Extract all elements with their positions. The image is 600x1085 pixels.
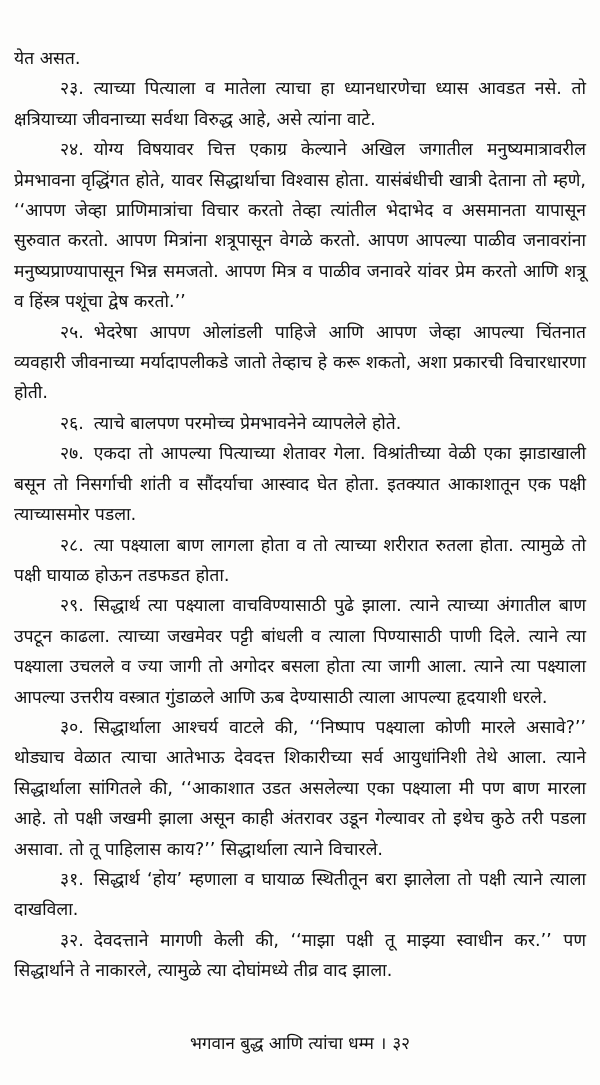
footer-separator: । [379, 1034, 387, 1054]
paragraph-text: योग्य विषयावर चित्त एकाग्र केल्याने अखिल जगातील मनुष्यमात्रावरील प्रेमभावना वृद्धिंगत होते, यावर सिद्धार्थाचा विश्वास होता. यासंबंधीची खात्री देताना तो म्हणे, ‘‘आपण जेव्हा प्राणिमात्रांचा विचार करतो तेव्हा त्यांतील भेदाभेद व असमानता यापासून सुरुवात करतो. आपण मित्रांना शत्रूपासून वेगळे करतो. आपण आपल्या पाळीव जनावरांना मनुष्यप्राण्यापासून भिन्न समजतो. आपण मित्र व पाळीव जनावरे यांवर प्रेम करतो आणि शत्रू व हिंस्त्र पशूंचा द्वेष करतो.’’ [14, 140, 586, 313]
paragraph-number: २७. [60, 444, 84, 465]
footer-page-number: ३२ [392, 1034, 411, 1054]
paragraph-text: भेदरेषा आपण ओलांडली पाहिजे आणि आपण जेव्हा आपल्या चिंतनात व्यवहारी जीवनाच्या मर्यादापलीकडे जातो तेव्हाच हे करू शकतो, अशा प्रकारची विचारधारणा होती. [14, 322, 586, 404]
numbered-paragraph [14, 531, 586, 592]
paragraph-number: २५. [60, 322, 84, 343]
paragraph-text: येत असत. [14, 49, 81, 69]
page-footer [0, 1032, 600, 1056]
numbered-paragraph [14, 439, 586, 530]
numbered-paragraph [14, 409, 586, 439]
numbered-paragraph [14, 926, 586, 987]
paragraph-number: २८. [60, 535, 84, 556]
paragraph-text: एकदा तो आपल्या पित्याच्या शेतावर गेला. विश्रांतीच्या वेळी एका झाडाखाली बसून तो निसर्गाची शांती व सौंदर्याचा आस्वाद घेत होता. इतक्यात आकाशातून एक पक्षी त्याच्यासमोर पडला. [14, 444, 586, 526]
paragraph-text: त्याचे बालपण परमोच्च प्रेमभावनेने व्यापलेले होते. [93, 413, 402, 434]
footer-book-title: भगवान बुद्ध आणि त्यांचा धम्म [189, 1034, 374, 1054]
paragraph-number: २३. [60, 79, 84, 100]
paragraph-text: सिद्धार्थ त्या पक्ष्याला वाचविण्यासाठी पुढे झाला. त्याने त्याच्या अंगातील बाण उपटून काढला. त्याच्या जखमेवर पट्टी बांधली व त्याला पिण्यासाठी पाणी दिले. त्याने त्या पक्ष्याला उचलले व ज्या जागी तो अगोदर बसला होता त्या जागी आला. त्याने त्या पक्ष्याला आपल्या उत्तरीय वस्त्रात गुंडाळले आणि ऊब देण्यासाठी त्याला आपल्या हृदयाशी धरले. [14, 596, 586, 708]
numbered-paragraph [14, 865, 586, 926]
paragraph-number: २९. [60, 596, 84, 617]
page-body-text [14, 44, 586, 987]
numbered-paragraph [14, 135, 586, 317]
paragraph-number: ३१. [60, 869, 84, 890]
paragraph-number: ३०. [60, 717, 84, 738]
paragraph-text: त्याच्या पित्याला व मातेला त्याचा हा ध्यानधारणेचा ध्यास आवडत नसे. तो क्षत्रियाच्या जीवनाच्या सर्वथा विरुद्ध आहे, असे त्यांना वाटे. [14, 79, 586, 130]
paragraph-number: ३२. [60, 930, 84, 951]
numbered-paragraph [14, 318, 586, 409]
numbered-paragraph [14, 74, 586, 135]
paragraph-text: सिद्धार्थ ‘होय’ म्हणाला व घायाळ स्थितीतून बरा झालेला तो पक्षी त्याने त्याला दाखविला. [14, 869, 586, 921]
numbered-paragraph [14, 713, 586, 865]
paragraph-number: २६. [60, 413, 84, 434]
paragraph-number: २४. [60, 140, 84, 161]
paragraph-text: देवदत्ताने मागणी केली की, ‘‘माझा पक्षी तू माझ्या स्वाधीन कर.’’ पण सिद्धार्थाने ते नाकारले, त्यामुळे त्या दोघांमध्ये तीव्र वाद झाला. [14, 930, 586, 982]
continued-paragraph [14, 44, 586, 74]
paragraph-text: सिद्धार्थाला आश्चर्य वाटले की, ‘‘निष्पाप पक्ष्याला कोणी मारले असावे?’’ थोड्याच वेळात त्याचा आतेभाऊ देवदत्त शिकारीच्या सर्व आयुधांनिशी तेथे आला. त्याने सिद्धार्थाला सांगितले की, ‘‘आकाशात उडत असलेल्या एका पक्ष्याला मी पण बाण मारला आहे. तो पक्षी जखमी झाला असून काही अंतरावर उडून गेल्यावर तो इथेच कुठे तरी पडला असावा. तो तू पाहिलास काय?’’ सिद्धार्थाला त्याने विचारले. [14, 717, 586, 860]
numbered-paragraph [14, 591, 586, 713]
paragraph-text: त्या पक्ष्याला बाण लागला होता व तो त्याच्या शरीरात रुतला होता. त्यामुळे तो पक्षी घायाळ होऊन तडफडत होता. [14, 535, 586, 586]
